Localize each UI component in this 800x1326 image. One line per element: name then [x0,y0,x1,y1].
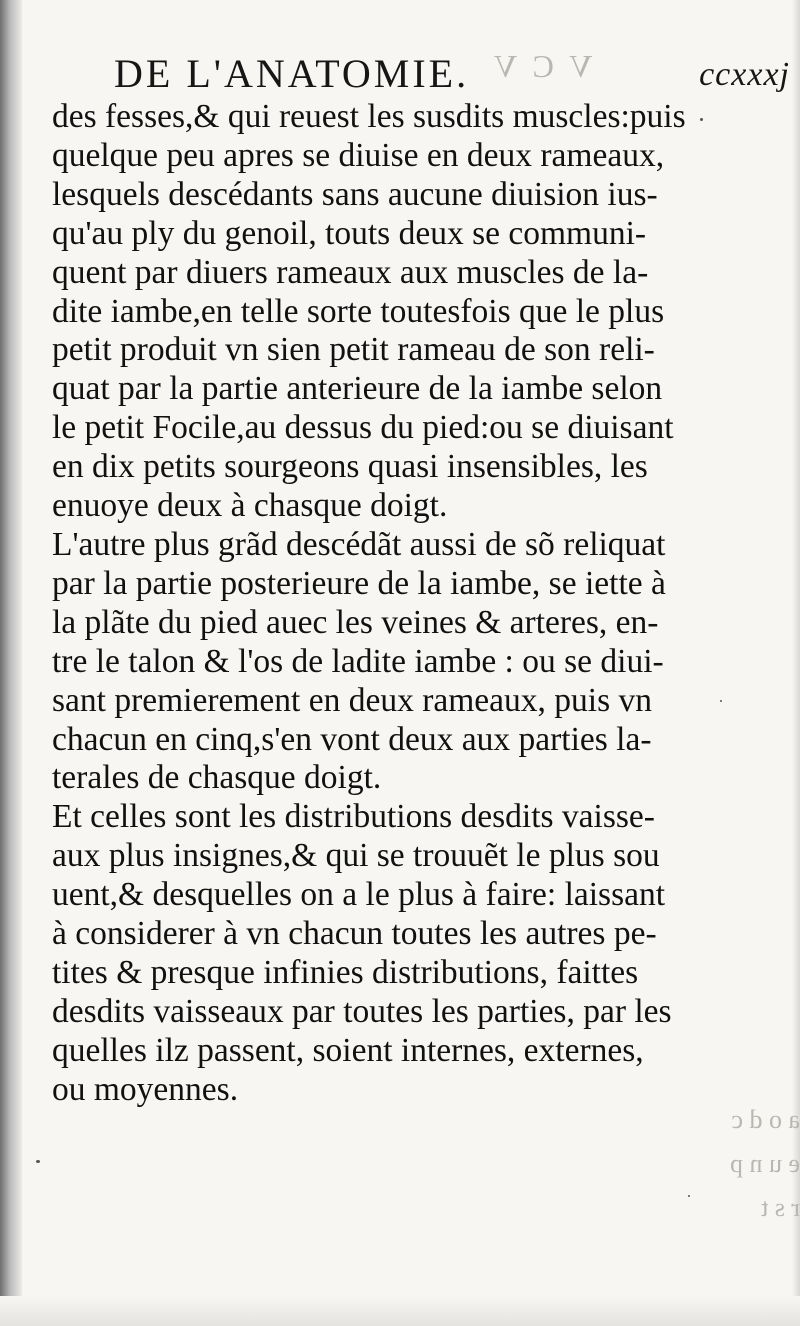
text-line: tre le talon & l'os de ladite iambe : ou se diui- [52,642,664,680]
text-line: ou moyennes. [52,1070,239,1108]
text-line: lesquels descédants sans aucune diuision ius- [52,175,658,213]
text-line: enuoye deux à chasque doigt. [52,487,448,525]
body-text [52,98,692,1110]
text-line: quelque peu apres se diuise en deux rameaux, [52,136,665,174]
text-line: qu'au ply du genoil, touts deux se communi- [52,214,647,252]
text-line: chacun en cinq,s'en vont deux aux parties la- [52,720,652,758]
folio-number: ccxxxj [699,56,790,93]
text-line: sant premierement en deux rameaux, puis vn [52,681,653,719]
text-line: quelles ilz passent, soient internes, externes, [52,1031,644,1069]
text-line: uent,& desquelles on a le plus à faire: laissant [52,876,666,914]
text-line: aux plus insignes,& qui se trouuẽt le plus sou [52,837,660,875]
show-through-ink-bottom: a o d c e u n p r s t [729,1105,800,1222]
text-line: dite iambe,en telle sorte toutesfois que le plus [52,292,665,330]
text-line: terales de chasque doigt. [52,759,382,797]
text-line: petit produit vn sien petit rameau de son reli- [52,331,655,369]
page-header [96,42,794,102]
text-line: quat par la partie anterieure de la iambe selon [52,370,663,408]
running-head: DE L'ANATOMIE. [114,51,470,96]
page-edge-bottom [0,1296,800,1326]
text-line: quent par diuers rameaux aux muscles de la- [52,253,649,291]
text-line: le petit Focile,au dessus du pied:ou se diuisant [52,409,674,447]
text-line: la plãte du pied auec les veines & arteres, en- [52,603,659,641]
gutter-shadow [0,0,22,1326]
text-line: des fesses,& qui reuest les susdits muscles:puis [52,98,686,135]
text-line: Et celles sont les distributions desdits vaisse- [52,798,655,836]
text-line: par la partie posterieure de la iambe, se iette à [52,564,666,602]
text-line: tites & presque infinies distributions, faittes [52,953,639,991]
show-through-ink-top: V C V [490,48,593,84]
text-line: en dix petits sourgeons quasi insensibles, les [52,448,648,486]
text-line: L'autre plus grãd descédãt aussi de sõ reliquat [52,525,666,563]
text-line: desdits vaisseaux par toutes les parties, par les [52,992,672,1030]
text-line: à considerer à vn chacun toutes les autres pe- [52,915,657,953]
